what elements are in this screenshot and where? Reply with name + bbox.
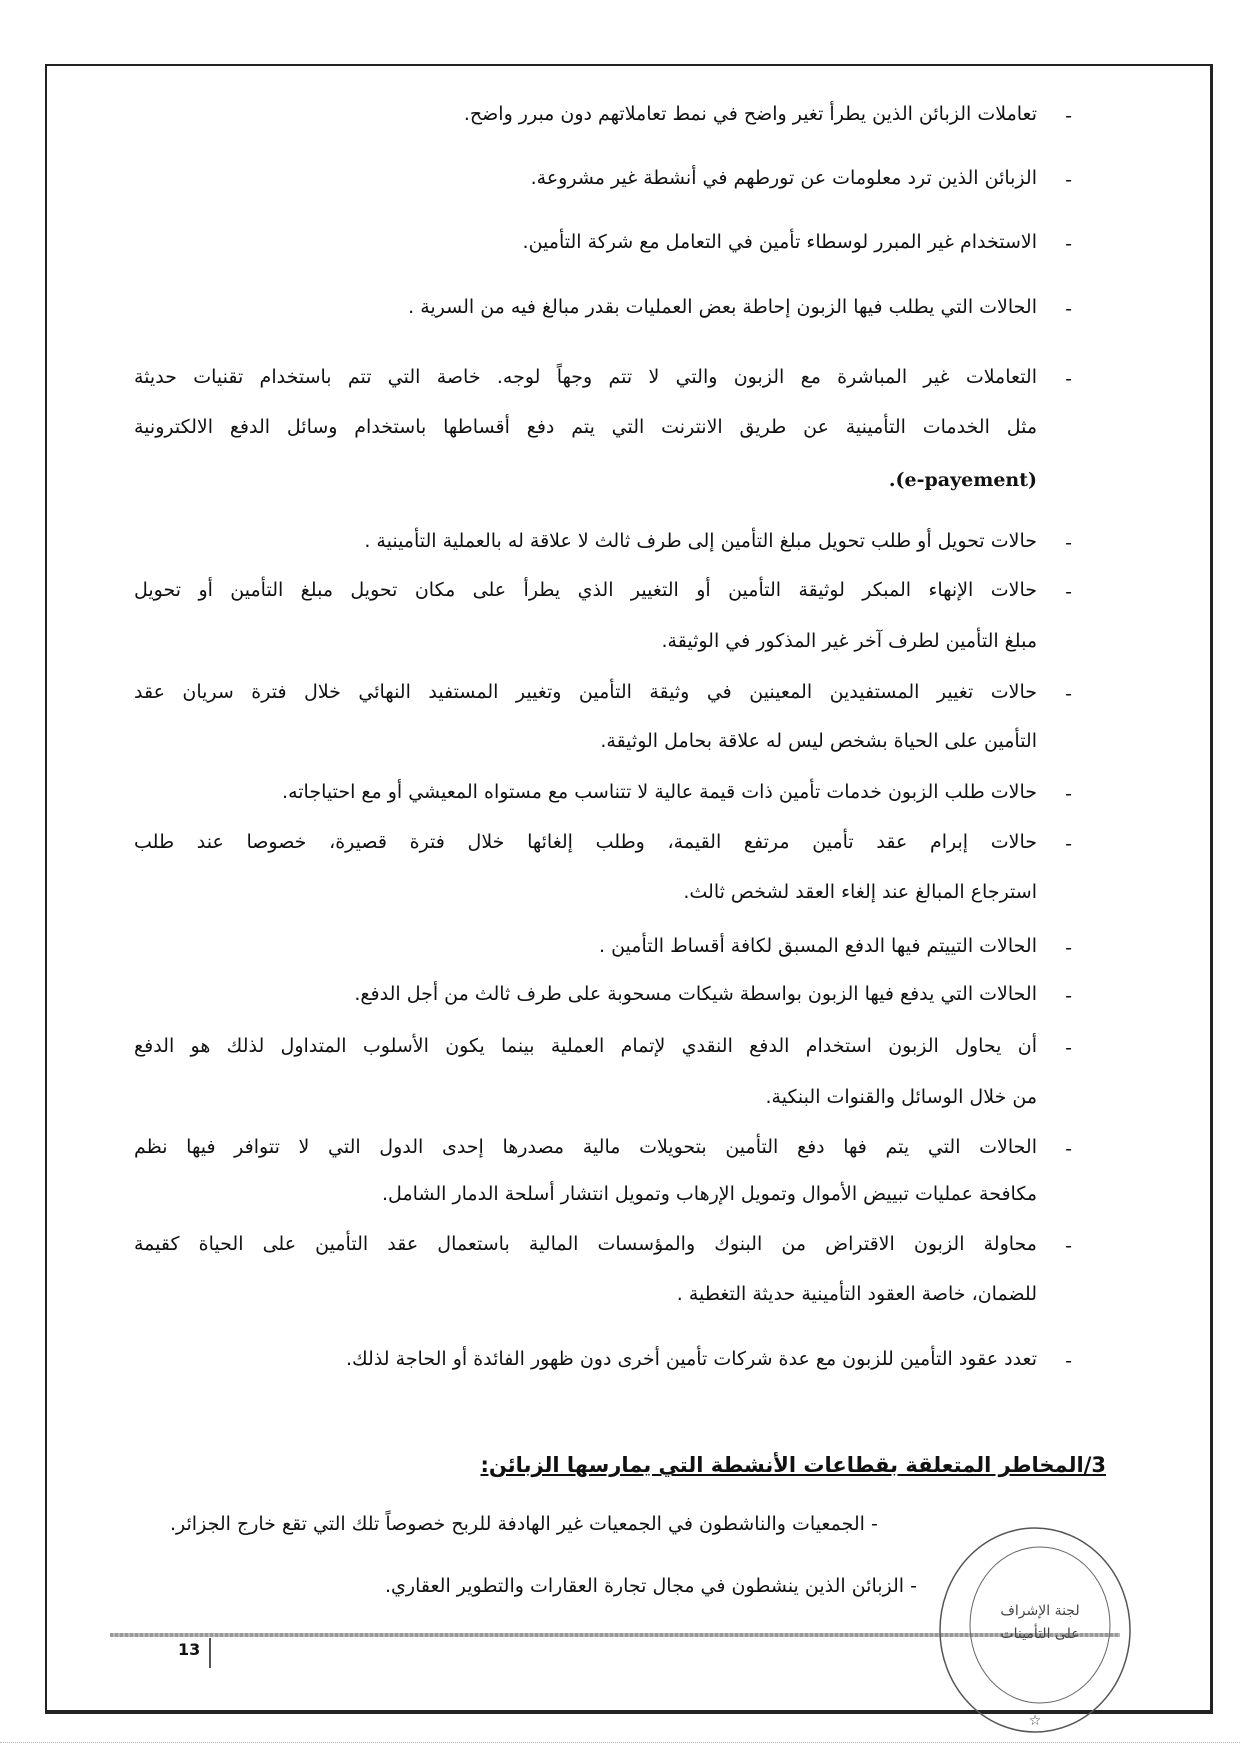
list-item-line: مثل الخدمات التأمينية عن طريق الانترنت التي يتم دفع أقساطها باستخدام وسائل الدفع الالكترونية xyxy=(134,416,1037,438)
section-item: - الجمعيات والناشطون في الجمعيات غير الهادفة للربح خصوصاً تلك التي تقع خارج الجزائر. xyxy=(170,1513,878,1535)
list-item-line: حالات تغيير المستفيدين المعينين في وثيقة التأمين وتغيير المستفيد النهائي خلال فترة سريان عقد xyxy=(134,681,1037,703)
list-item-line: من خلال الوسائل والقنوات البنكية. xyxy=(765,1086,1037,1108)
bullet-marker: - xyxy=(1065,298,1072,320)
scan-edge xyxy=(0,1742,1240,1743)
bullet-marker: - xyxy=(1065,169,1072,191)
list-item-line: التأمين على الحياة بشخص ليس له علاقة بحامل الوثيقة. xyxy=(600,730,1037,752)
list-item-line: حالات الإنهاء المبكر لوثيقة التأمين أو التغيير الذي يطرأ على مكان تحويل مبلغ التأمين أو تحويل xyxy=(134,579,1037,601)
bullet-marker: - xyxy=(1065,233,1072,255)
bullet-marker: - xyxy=(1065,532,1072,554)
list-item-line: أن يحاول الزبون استخدام الدفع النقدي لإتمام العملية بينما يكون الأسلوب المتداول لذلك هو الدفع xyxy=(134,1035,1037,1057)
section-item: - الزبائن الذين ينشطون في مجال تجارة العقارات والتطوير العقاري. xyxy=(385,1575,917,1597)
list-item-line: الحالات التي يدفع فيها الزبون بواسطة شيكات مسحوبة على طرف ثالث من أجل الدفع. xyxy=(354,983,1037,1005)
bullet-marker: - xyxy=(1065,783,1072,805)
bullet-marker: - xyxy=(1065,683,1072,705)
bullet-marker: - xyxy=(1065,833,1072,855)
list-item-line: تعدد عقود التأمين للزبون مع عدة شركات تأمين أخرى دون ظهور الفائدة أو الحاجة لذلك. xyxy=(345,1348,1037,1370)
list-item-line: الاستخدام غير المبرر لوسطاء تأمين في التعامل مع شركة التأمين. xyxy=(522,231,1037,253)
bullet-marker: - xyxy=(1065,1235,1072,1257)
list-item-line: التعاملات غير المباشرة مع الزبون والتي لا تتم وجهاً لوجه. خاصة التي تتم باستخدام تقنيات حديثة xyxy=(134,366,1037,388)
list-item-line: الحالات التييتم فيها الدفع المسبق لكافة أقساط التأمين . xyxy=(598,935,1037,957)
list-item-line: الحالات التي يتم فها دفع التأمين بتحويلات مالية مصدرها إحدى الدول التي لا تتوافر فيها نظم xyxy=(134,1136,1037,1158)
list-item-line: مكافحة عمليات تبييض الأموال وتمويل الإرهاب وتمويل انتشار أسلحة الدمار الشامل. xyxy=(382,1183,1037,1205)
bullet-marker: - xyxy=(1065,368,1072,390)
bullet-marker: - xyxy=(1065,1350,1072,1372)
list-item-line: محاولة الزبون الاقتراض من البنوك والمؤسسات المالية باستعمال عقد التأمين على الحياة كقيمة xyxy=(134,1233,1037,1255)
svg-text:☆: ☆ xyxy=(1028,1713,1042,1729)
list-item-line: مبلغ التأمين لطرف آخر غير المذكور في الوثيقة. xyxy=(661,630,1037,652)
bullet-marker: - xyxy=(1065,937,1072,959)
bullet-marker: - xyxy=(1065,1037,1072,1059)
list-item-line: حالات تحويل أو طلب تحويل مبلغ التأمين إلى طرف ثالث لا علاقة له بالعملية التأمينية . xyxy=(364,530,1037,552)
list-item-line: حالات إبرام عقد تأمين مرتفع القيمة، وطلب إلغائها خلال فترة قصيرة، خصوصا عند طلب xyxy=(134,831,1037,853)
page-number-divider xyxy=(209,1638,211,1668)
bullet-marker: - xyxy=(1065,985,1072,1007)
list-item-line: تعاملات الزبائن الذين يطرأ تغير واضح في نمط تعاملاتهم دون مبرر واضح. xyxy=(463,103,1037,125)
bullet-marker: - xyxy=(1065,1138,1072,1160)
list-item-line: .(e-payement) xyxy=(888,469,1037,491)
list-item-line: الحالات التي يطلب فيها الزبون إحاطة بعض العمليات بقدر مبالغ فيه من السرية . xyxy=(408,296,1037,318)
svg-text:على التأمينات: على التأمينات xyxy=(1000,1626,1080,1642)
list-item-line: استرجاع المبالغ عند إلغاء العقد لشخص ثالث. xyxy=(683,881,1037,903)
list-item-line: للضمان، خاصة العقود التأمينية حديثة التغطية . xyxy=(676,1283,1037,1305)
bullet-marker: - xyxy=(1065,581,1072,603)
svg-text:لجنة الإشراف: لجنة الإشراف xyxy=(1000,1603,1080,1619)
section-heading: 3/المخاطر المتعلقة بقطاعات الأنشطة التي يمارسها الزبائن: xyxy=(480,1453,1106,1477)
list-item-line: الزبائن الذين ترد معلومات عن تورطهم في أنشطة غير مشروعة. xyxy=(530,167,1037,189)
bullet-marker: - xyxy=(1065,105,1072,127)
official-stamp xyxy=(935,1520,1135,1735)
list-item-line: حالات طلب الزبون خدمات تأمين ذات قيمة عالية لا تتناسب مع مستواه المعيشي أو مع احتياجاته. xyxy=(282,781,1037,803)
page-number: 13 xyxy=(178,1640,201,1659)
